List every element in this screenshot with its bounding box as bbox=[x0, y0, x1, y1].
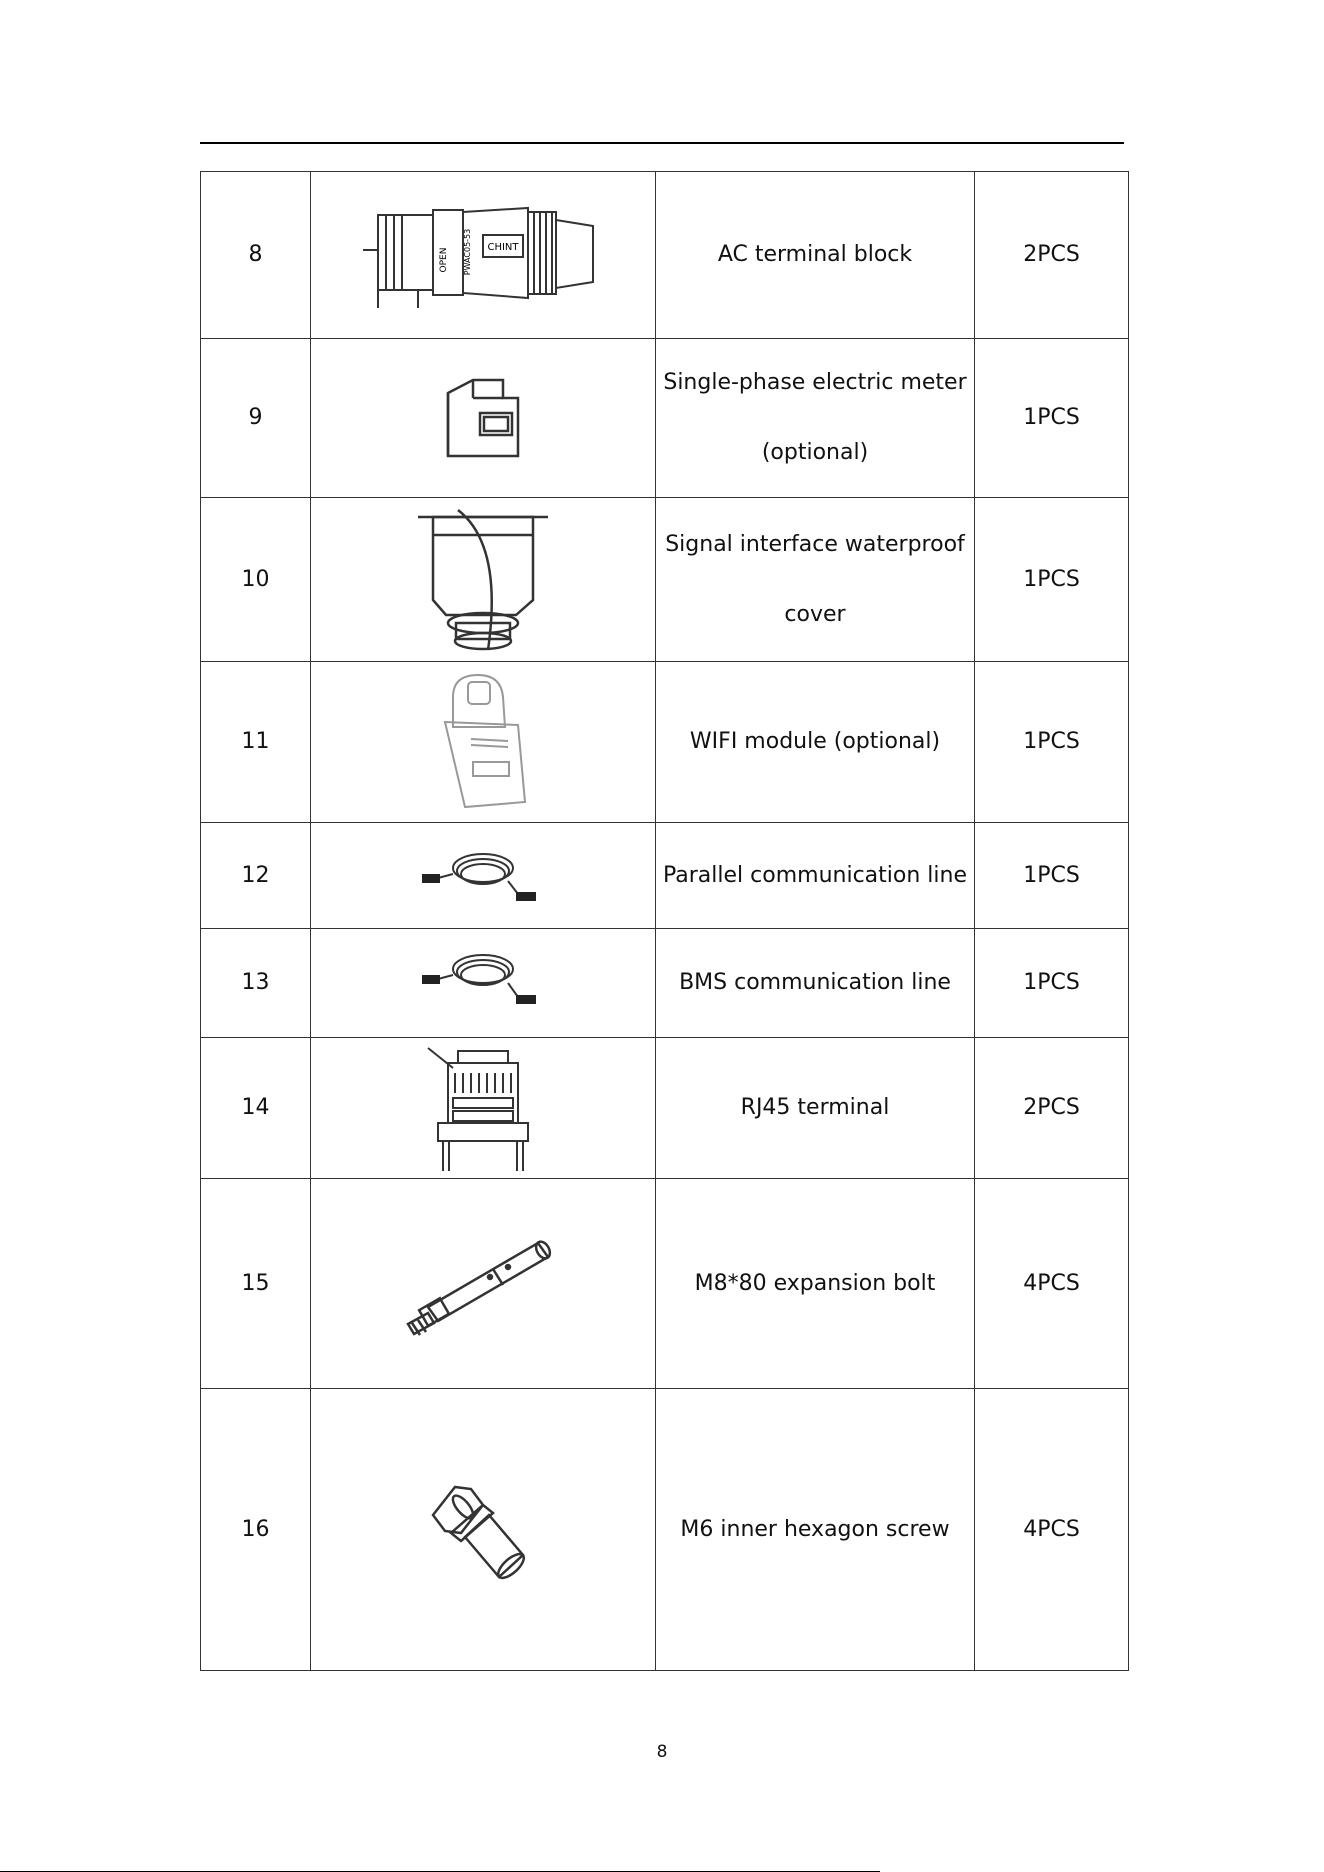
item-quantity: 2PCS bbox=[975, 1038, 1129, 1179]
item-quantity: 1PCS bbox=[975, 662, 1129, 823]
description-line: Parallel communication line bbox=[663, 862, 967, 888]
item-number: 10 bbox=[201, 498, 311, 662]
description-line: Signal interface waterproof bbox=[665, 531, 965, 557]
item-picture bbox=[311, 662, 656, 823]
item-quantity: 4PCS bbox=[975, 1179, 1129, 1389]
item-quantity: 1PCS bbox=[975, 823, 1129, 929]
item-description bbox=[656, 498, 975, 662]
item-picture bbox=[311, 1038, 656, 1179]
item-description bbox=[656, 172, 975, 339]
table-row bbox=[201, 339, 1129, 498]
item-number: 13 bbox=[201, 929, 311, 1038]
expansion-bolt-icon bbox=[398, 1229, 568, 1339]
accessory-table bbox=[200, 171, 1129, 1671]
item-quantity: 1PCS bbox=[975, 929, 1129, 1038]
table-row bbox=[201, 1038, 1129, 1179]
drawing-model-label: PWAC05-53 bbox=[463, 228, 472, 276]
item-description bbox=[656, 339, 975, 498]
item-picture bbox=[311, 1389, 656, 1671]
item-number: 11 bbox=[201, 662, 311, 823]
description-line: M8*80 expansion bolt bbox=[694, 1270, 936, 1296]
table-row bbox=[201, 498, 1129, 662]
rj45-connector-icon bbox=[423, 1043, 543, 1173]
item-number: 9 bbox=[201, 339, 311, 498]
electric-meter-icon bbox=[428, 368, 538, 468]
item-description bbox=[656, 929, 975, 1038]
description-line: WIFI module (optional) bbox=[689, 729, 941, 754]
hexagon-screw-icon bbox=[423, 1475, 543, 1585]
item-number: 8 bbox=[201, 172, 311, 339]
table-row bbox=[201, 823, 1129, 929]
description-line: AC terminal block bbox=[717, 242, 913, 267]
item-quantity: 2PCS bbox=[975, 172, 1129, 339]
table-row bbox=[201, 662, 1129, 823]
item-picture bbox=[311, 172, 656, 339]
item-quantity: 4PCS bbox=[975, 1389, 1129, 1671]
description-line: cover bbox=[784, 601, 846, 627]
item-description bbox=[656, 1038, 975, 1179]
item-number: 12 bbox=[201, 823, 311, 929]
item-quantity: 1PCS bbox=[975, 498, 1129, 662]
table-row bbox=[201, 1179, 1129, 1389]
wifi-module-icon bbox=[413, 667, 553, 817]
waterproof-cover-icon bbox=[408, 505, 558, 655]
item-number: 15 bbox=[201, 1179, 311, 1389]
description-line: Single-phase electric meter bbox=[663, 370, 967, 395]
drawing-open-label: OPEN bbox=[439, 247, 449, 273]
item-quantity: 1PCS bbox=[975, 339, 1129, 498]
header-rule bbox=[200, 142, 1124, 144]
communication-cable-icon bbox=[418, 943, 548, 1023]
item-picture bbox=[311, 1179, 656, 1389]
description-line: M6 inner hexagon screw bbox=[680, 1516, 950, 1542]
item-picture bbox=[311, 823, 656, 929]
item-description bbox=[656, 823, 975, 929]
item-description bbox=[656, 662, 975, 823]
item-picture bbox=[311, 498, 656, 662]
table-row bbox=[201, 172, 1129, 339]
item-picture bbox=[311, 339, 656, 498]
item-description bbox=[656, 1389, 975, 1671]
table-row bbox=[201, 929, 1129, 1038]
description-line: RJ45 terminal bbox=[740, 1095, 890, 1120]
page-number: 8 bbox=[656, 1742, 668, 1762]
description-line: BMS communication line bbox=[679, 970, 951, 995]
communication-cable-icon bbox=[418, 836, 548, 916]
item-picture bbox=[311, 929, 656, 1038]
item-number: 14 bbox=[201, 1038, 311, 1179]
table-row bbox=[201, 1389, 1129, 1671]
drawing-brand-label: CHINT bbox=[487, 242, 519, 253]
description-line: (optional) bbox=[761, 440, 869, 465]
item-number: 16 bbox=[201, 1389, 311, 1671]
item-description bbox=[656, 1179, 975, 1389]
ac-terminal-block-icon bbox=[358, 200, 608, 310]
